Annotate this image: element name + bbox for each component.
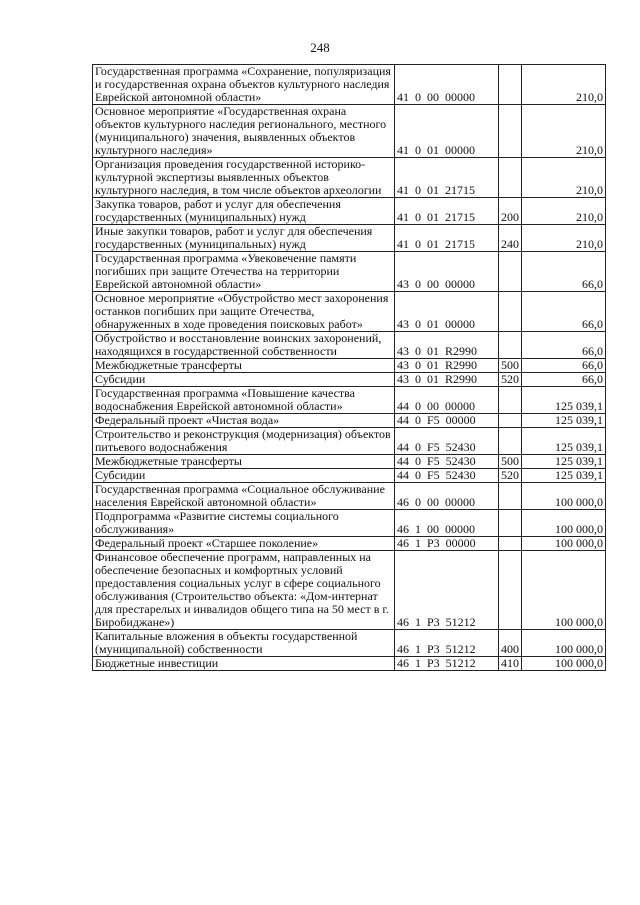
row-amount-cell: 66,0 [522, 373, 606, 387]
budget-table [92, 64, 606, 671]
row-code-cell: 44 0 F5 52430 [395, 455, 499, 469]
row-name-cell: Основное мероприятие «Государственная охрана объектов культурного наследия регионального, местного (муниципального) значения, выявленных объектов культурного наследия» [93, 105, 395, 158]
row-amount-cell: 210,0 [522, 65, 606, 105]
row-amount-cell: 125 039,1 [522, 469, 606, 483]
table-row [93, 510, 606, 537]
row-name-cell: Субсидии [93, 373, 395, 387]
row-expense-type-cell: 200 [499, 198, 522, 225]
row-code-cell: 46 1 P3 51212 [395, 657, 499, 671]
row-name-cell: Иные закупки товаров, работ и услуг для обеспечения государственных (муниципальных) нужд [93, 225, 395, 252]
row-code-cell: 41 0 01 21715 [395, 198, 499, 225]
row-expense-type-cell [499, 158, 522, 198]
row-expense-type-cell [499, 332, 522, 359]
row-expense-type-cell: 520 [499, 373, 522, 387]
row-expense-type-cell [499, 551, 522, 630]
row-expense-type-cell [499, 510, 522, 537]
row-name-cell: Капитальные вложения в объекты государственной (муниципальной) собственности [93, 630, 395, 657]
row-expense-type-cell: 410 [499, 657, 522, 671]
table-row [93, 252, 606, 292]
row-amount-cell: 100 000,0 [522, 510, 606, 537]
row-amount-cell: 66,0 [522, 292, 606, 332]
row-amount-cell: 100 000,0 [522, 551, 606, 630]
row-name-cell: Государственная программа «Социальное обслуживание населения Еврейской автономной области» [93, 483, 395, 510]
table-row [93, 225, 606, 252]
row-amount-cell: 100 000,0 [522, 537, 606, 551]
row-name-cell: Обустройство и восстановление воинских захоронений, находящихся в государственной собственности [93, 332, 395, 359]
page-number: 248 [310, 40, 330, 55]
table-row [93, 455, 606, 469]
row-code-cell: 41 0 01 21715 [395, 225, 499, 252]
table-row [93, 359, 606, 373]
row-expense-type-cell [499, 414, 522, 428]
row-code-cell: 43 0 01 00000 [395, 292, 499, 332]
row-amount-cell: 125 039,1 [522, 455, 606, 469]
row-name-cell: Межбюджетные трансферты [93, 359, 395, 373]
row-code-cell: 44 0 F5 52430 [395, 469, 499, 483]
row-code-cell: 46 1 P3 00000 [395, 537, 499, 551]
row-expense-type-cell [499, 537, 522, 551]
table-row [93, 292, 606, 332]
row-amount-cell: 210,0 [522, 225, 606, 252]
table-row [93, 483, 606, 510]
row-name-cell: Государственная программа «Повышение качества водоснабжения Еврейской автономной области» [93, 387, 395, 414]
row-amount-cell: 210,0 [522, 105, 606, 158]
row-amount-cell: 210,0 [522, 198, 606, 225]
row-code-cell: 44 0 F5 52430 [395, 428, 499, 455]
row-expense-type-cell [499, 483, 522, 510]
row-expense-type-cell [499, 105, 522, 158]
row-code-cell: 46 0 00 00000 [395, 483, 499, 510]
row-code-cell: 43 0 00 00000 [395, 252, 499, 292]
row-name-cell: Финансовое обеспечение программ, направленных на обеспечение безопасных и комфортных условий предоставления социальных услуг в сфере социального обслуживания (Строительство объекта: «Дом-интернат для престарелых и инвалидов общего типа на 50 мест в г. Биробиджане») [93, 551, 395, 630]
row-expense-type-cell [499, 292, 522, 332]
row-expense-type-cell [499, 252, 522, 292]
row-name-cell: Субсидии [93, 469, 395, 483]
row-code-cell: 41 0 01 00000 [395, 105, 499, 158]
table-row [93, 469, 606, 483]
row-expense-type-cell: 240 [499, 225, 522, 252]
row-expense-type-cell: 500 [499, 359, 522, 373]
row-amount-cell: 66,0 [522, 359, 606, 373]
row-code-cell: 44 0 00 00000 [395, 387, 499, 414]
table-row [93, 373, 606, 387]
table-row [93, 428, 606, 455]
row-name-cell: Подпрограмма «Развитие системы социального обслуживания» [93, 510, 395, 537]
table-row [93, 537, 606, 551]
row-name-cell: Федеральный проект «Чистая вода» [93, 414, 395, 428]
row-amount-cell: 66,0 [522, 252, 606, 292]
row-code-cell: 43 0 01 R2990 [395, 373, 499, 387]
table-row [93, 105, 606, 158]
table-row [93, 387, 606, 414]
row-expense-type-cell [499, 65, 522, 105]
row-code-cell: 43 0 01 R2990 [395, 359, 499, 373]
table-row [93, 65, 606, 105]
table-row [93, 657, 606, 671]
row-expense-type-cell: 500 [499, 455, 522, 469]
row-name-cell: Строительство и реконструкция (модернизация) объектов питьевого водоснабжения [93, 428, 395, 455]
row-name-cell: Государственная программа «Увековечение памяти погибших при защите Отечества на территории Еврейской автономной области» [93, 252, 395, 292]
table-row [93, 158, 606, 198]
row-code-cell: 46 1 P3 51212 [395, 630, 499, 657]
row-name-cell: Организация проведения государственной историко-культурной экспертизы выявленных объектов культурного наследия, в том числе объектов археологии [93, 158, 395, 198]
table-row [93, 414, 606, 428]
table-row [93, 198, 606, 225]
row-expense-type-cell: 520 [499, 469, 522, 483]
row-name-cell: Межбюджетные трансферты [93, 455, 395, 469]
budget-table-body [93, 65, 606, 671]
row-amount-cell: 100 000,0 [522, 630, 606, 657]
row-amount-cell: 100 000,0 [522, 657, 606, 671]
row-amount-cell: 125 039,1 [522, 387, 606, 414]
row-name-cell: Закупка товаров, работ и услуг для обеспечения государственных (муниципальных) нужд [93, 198, 395, 225]
row-name-cell: Государственная программа «Сохранение, популяризация и государственная охрана объектов культурного наследия Еврейской автономной области» [93, 65, 395, 105]
row-code-cell: 41 0 00 00000 [395, 65, 499, 105]
table-row [93, 630, 606, 657]
table-row [93, 332, 606, 359]
row-name-cell: Основное мероприятие «Обустройство мест захоронения останков погибших при защите Отечества, обнаруженных в ходе проведения поисковых работ» [93, 292, 395, 332]
row-code-cell: 44 0 F5 00000 [395, 414, 499, 428]
row-expense-type-cell [499, 428, 522, 455]
row-code-cell: 41 0 01 21715 [395, 158, 499, 198]
row-expense-type-cell [499, 387, 522, 414]
row-code-cell: 46 1 00 00000 [395, 510, 499, 537]
row-code-cell: 46 1 P3 51212 [395, 551, 499, 630]
row-amount-cell: 66,0 [522, 332, 606, 359]
row-amount-cell: 100 000,0 [522, 483, 606, 510]
row-name-cell: Федеральный проект «Старшее поколение» [93, 537, 395, 551]
table-row [93, 551, 606, 630]
row-amount-cell: 125 039,1 [522, 428, 606, 455]
row-name-cell: Бюджетные инвестиции [93, 657, 395, 671]
row-expense-type-cell: 400 [499, 630, 522, 657]
row-amount-cell: 125 039,1 [522, 414, 606, 428]
row-code-cell: 43 0 01 R2990 [395, 332, 499, 359]
row-amount-cell: 210,0 [522, 158, 606, 198]
